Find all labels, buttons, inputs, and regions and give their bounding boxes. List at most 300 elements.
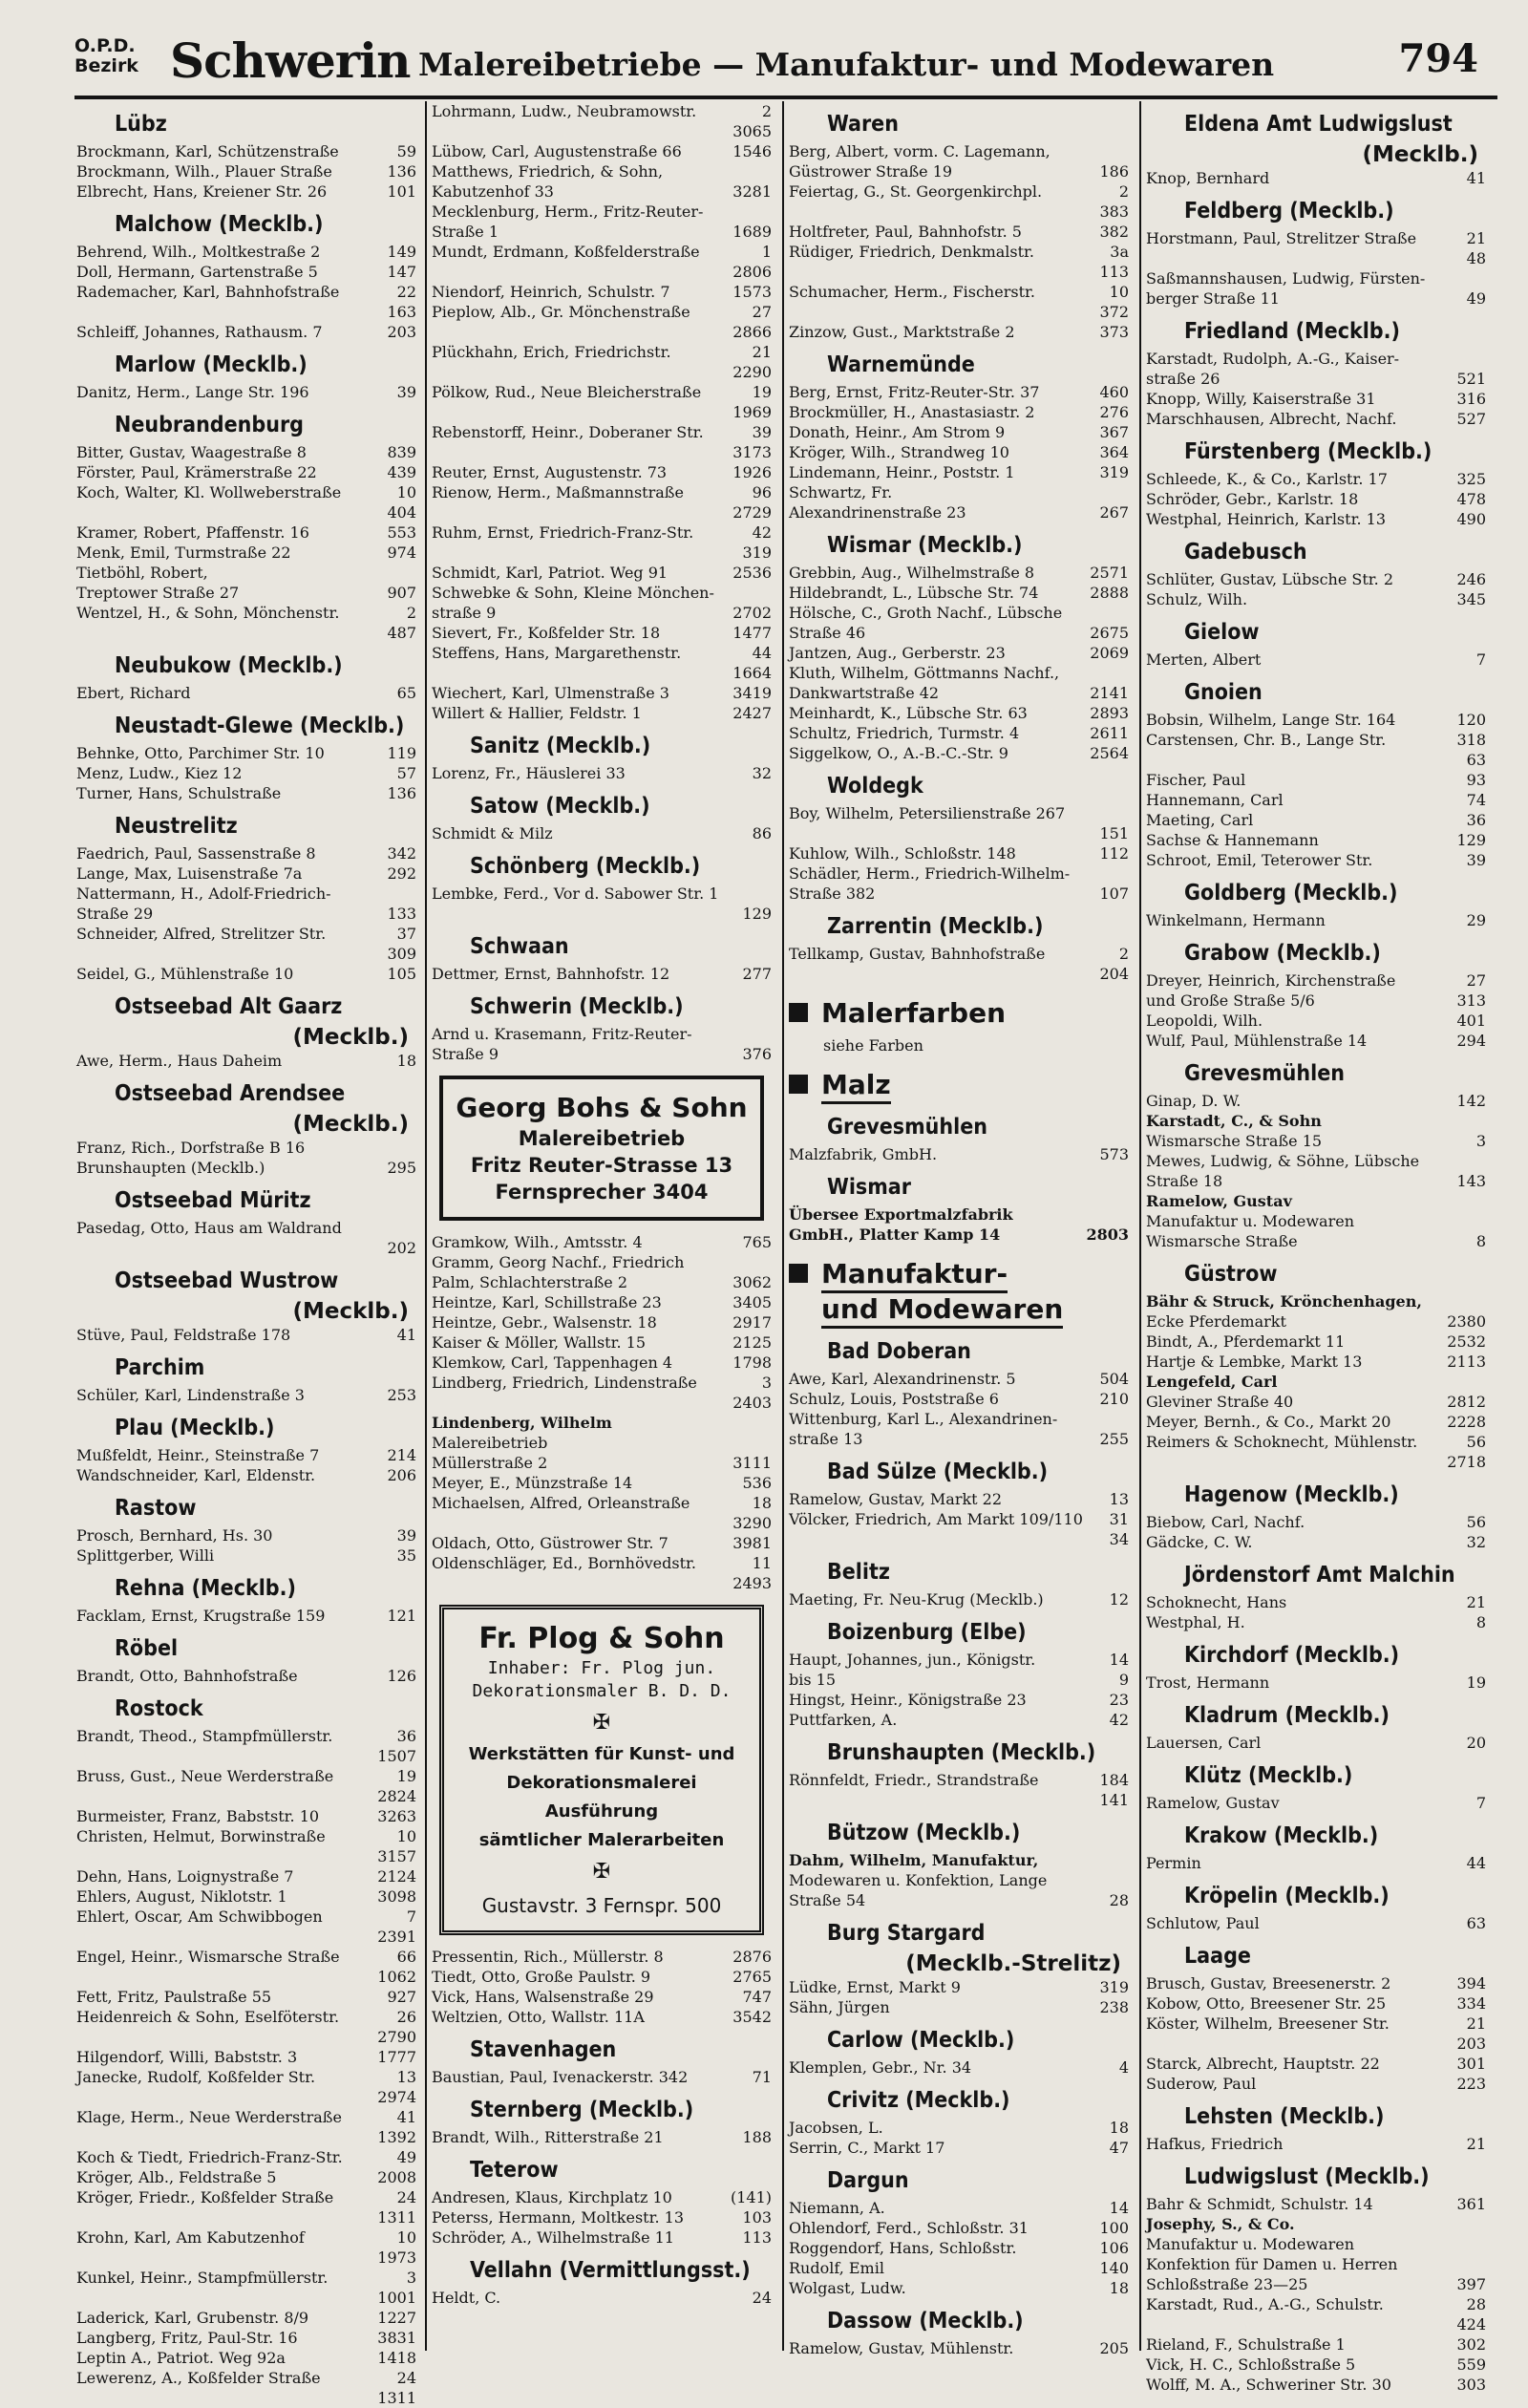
listing-entry	[789, 683, 1129, 703]
listing-entry	[1146, 2014, 1486, 2034]
phone-number: 1546	[732, 142, 772, 160]
listing-entry	[789, 1389, 1129, 1409]
phone-number: 1969	[732, 403, 772, 421]
listing-entry	[1146, 2034, 1486, 2054]
listing-entry	[432, 181, 772, 202]
listing-entry	[789, 964, 1129, 984]
listing-name: Fischer, Paul	[1146, 771, 1246, 789]
phone-number: 2790	[377, 2028, 416, 2046]
listing-entry	[76, 2388, 416, 2408]
phone-number: 28	[1466, 2295, 1486, 2313]
listing-entry	[789, 302, 1129, 322]
listing-entry	[76, 1866, 416, 1886]
phone-number: 7	[406, 1907, 416, 1926]
listing-name: Vick, H. C., Schloßstraße 5	[1146, 2355, 1356, 2374]
listing-entry	[432, 422, 772, 442]
listing-name: Ramelow, Gustav, Markt 22	[789, 1490, 1003, 1508]
listing-entry	[432, 2187, 772, 2207]
town-heading: Bad Sülze (Mecklb.)	[827, 1460, 1049, 1484]
listing-entry	[1146, 991, 1486, 1011]
listing-entry	[789, 563, 1129, 583]
listing-name: berger Straße 11	[1146, 289, 1280, 308]
phone-number: 8	[1475, 1232, 1486, 1250]
listing-name: Meinhardt, K., Lübsche Str. 63	[789, 704, 1028, 722]
listing-name: Zinzow, Gust., Marktstraße 2	[789, 323, 1015, 341]
phone-number: 295	[387, 1159, 416, 1177]
listing-entry	[1146, 2134, 1486, 2154]
phone-number: 3290	[732, 1514, 772, 1532]
phone-number: 206	[387, 1466, 416, 1484]
listing-entry	[432, 1332, 772, 1353]
phone-number: 907	[387, 584, 416, 602]
town-heading: Ostseebad Arendsee	[115, 1081, 346, 1106]
listing-entry	[76, 462, 416, 482]
town-heading: Burg Stargard	[827, 1921, 986, 1946]
phone-number: 106	[1099, 2239, 1129, 2257]
listing-name: Lindberg, Friedrich, Lindenstraße	[432, 1374, 697, 1392]
listing-name: Müllerstraße 2	[432, 1454, 548, 1472]
listing-entry	[1146, 1612, 1486, 1632]
phone-number: 19	[1466, 1673, 1486, 1692]
phone-number: 44	[1466, 1854, 1486, 1872]
listing-name: Lindenberg, Wilhelm	[432, 1414, 612, 1432]
listing-entry	[76, 2268, 416, 2288]
listing-entry	[789, 1204, 1129, 1225]
listing-entry	[1146, 910, 1486, 930]
listing-name: Mundt, Erdmann, Koßfelderstraße	[432, 243, 700, 261]
town-heading: Bützow (Mecklb.)	[827, 1821, 1021, 1845]
phone-number: 313	[1456, 991, 1486, 1010]
listing-entry	[789, 422, 1129, 442]
listing-entry	[1146, 1993, 1486, 2014]
listing-entry	[1146, 2234, 1486, 2254]
phone-number: 105	[387, 965, 416, 983]
phone-number: 2866	[732, 323, 772, 341]
listing-name: Hingst, Heinr., Königstraße 23	[789, 1691, 1027, 1709]
phone-number: 32	[752, 764, 772, 782]
listing-name: Awe, Karl, Alexandrinenstr. 5	[789, 1370, 1016, 1388]
listing-entry	[1146, 1372, 1486, 1392]
town-heading: Crivitz (Mecklb.)	[827, 2088, 1010, 2113]
town-heading: Satow (Mecklb.)	[470, 794, 650, 819]
listing-name: Maeting, Fr. Neu-Krug (Mecklb.)	[789, 1590, 1044, 1609]
listing-name: Schröder, Gebr., Karlstr. 18	[1146, 490, 1359, 508]
phone-number: 839	[387, 443, 416, 461]
listing-entry	[76, 1987, 416, 2007]
category-malz: Malz	[789, 1069, 1129, 1104]
listing-entry	[76, 944, 416, 964]
town-heading: Grabow (Mecklb.)	[1184, 941, 1381, 966]
listing-name: Prosch, Bernhard, Hs. 30	[76, 1526, 273, 1545]
phone-number: 318	[1456, 731, 1486, 749]
listing-entry	[789, 262, 1129, 282]
phone-number: 136	[387, 784, 416, 802]
listing-name: Brandt, Otto, Bahnhofstraße	[76, 1667, 298, 1685]
listing-entry	[76, 1158, 416, 1178]
listing-name: Meyer, Bernh., & Co., Markt 20	[1146, 1413, 1391, 1431]
phone-number: 553	[387, 523, 416, 542]
listing-name: Starck, Albrecht, Hauptstr. 22	[1146, 2055, 1380, 2073]
listing-name: Boy, Wilhelm, Petersilienstraße 267	[789, 804, 1066, 822]
listing-entry	[789, 402, 1129, 422]
listing-entry	[76, 2308, 416, 2328]
listing-name: Westphal, Heinrich, Karlstr. 13	[1146, 510, 1386, 528]
phone-number: 143	[1456, 1172, 1486, 1190]
listing-name: Bindt, A., Pferdemarkt 11	[1146, 1332, 1346, 1351]
listing-name: straße 26	[1146, 370, 1220, 388]
phone-number: 57	[396, 764, 416, 782]
listing-name: Leptin A., Patriot. Weg 92a	[76, 2349, 286, 2367]
listing-name: Ramelow, Gustav, Mühlenstr.	[789, 2339, 1014, 2357]
ad-company: Georg Bohs & Sohn	[456, 1092, 748, 1123]
square-bullet-icon	[789, 1075, 808, 1094]
listing-name: Jantzen, Aug., Gerberstr. 23	[789, 644, 1006, 662]
phone-number: 21	[1466, 1593, 1486, 1611]
listing-name: Rieland, F., Schulstraße 1	[1146, 2335, 1346, 2354]
listing-entry	[432, 322, 772, 342]
town-heading: Güstrow	[1184, 1262, 1278, 1287]
listing-entry	[789, 603, 1129, 623]
phone-number: 325	[1456, 470, 1486, 488]
listing-name: Saßmannshausen, Ludwig, Fürsten-	[1146, 269, 1426, 288]
town-heading: Gielow	[1184, 620, 1260, 645]
listing-entry	[789, 222, 1129, 242]
listing-name: Dehn, Hans, Loignystraße 7	[76, 1867, 294, 1886]
listing-entry	[76, 282, 416, 302]
listing-name: Wentzel, H., & Sohn, Mönchenstr.	[76, 604, 340, 622]
phone-number: 18	[1109, 2279, 1129, 2297]
listing-name: Winkelmann, Hermann	[1146, 911, 1326, 929]
listing-name: Doll, Hermann, Gartenstraße 5	[76, 263, 318, 281]
listing-entry	[432, 2067, 772, 2087]
listing-entry	[432, 1312, 772, 1332]
listing-name: Pieplow, Alb., Gr. Mönchenstraße	[432, 303, 690, 321]
listing-entry	[1146, 1673, 1486, 1693]
phone-number: 2493	[732, 1574, 772, 1592]
phone-number: 376	[742, 1045, 772, 1063]
category-malerfarben: Malerfarben	[789, 997, 1129, 1030]
phone-number: 93	[1466, 771, 1486, 789]
phone-number: 424	[1456, 2315, 1486, 2333]
listing-name: Westphal, H.	[1146, 1613, 1245, 1631]
listing-entry	[1146, 1412, 1486, 1432]
listing-name: Kunkel, Heinr., Stampfmüllerstr.	[76, 2269, 329, 2287]
listing-name: bis 15	[789, 1671, 837, 1689]
town-heading: Plau (Mecklb.)	[115, 1416, 275, 1440]
town-heading: Kröpelin (Mecklb.)	[1184, 1884, 1390, 1908]
phone-number: 119	[387, 744, 416, 762]
listing-name: Konfektion für Damen u. Herren	[1146, 2255, 1398, 2273]
listing-name: Rüdiger, Friedrich, Denkmalstr.	[789, 243, 1035, 261]
phone-number: 112	[1099, 844, 1129, 863]
phone-number: 2	[1118, 182, 1129, 201]
listing-entry	[76, 2167, 416, 2187]
listing-entry	[789, 1589, 1129, 1609]
listing-name: Reuter, Ernst, Augustenstr. 73	[432, 463, 668, 481]
town-heading: Dassow (Mecklb.)	[827, 2309, 1024, 2333]
listing-entry	[1146, 2074, 1486, 2094]
listing-name: Bitter, Gustav, Waagestraße 8	[76, 443, 307, 461]
listing-entry	[76, 904, 416, 924]
listing-entry	[432, 141, 772, 161]
listing-entry	[76, 262, 416, 282]
phone-number: 401	[1456, 1012, 1486, 1030]
listing-name: Wismarsche Straße 15	[1146, 1132, 1323, 1150]
listing-entry	[432, 683, 772, 703]
phone-number: 1777	[377, 2048, 416, 2066]
town-heading: Zarrentin (Mecklb.)	[827, 914, 1044, 939]
listing-name: Klage, Herm., Neue Werderstraße	[76, 2108, 342, 2126]
listing-name: Horstmann, Paul, Strelitzer Straße	[1146, 229, 1417, 247]
listing-name: Schultz, Friedrich, Turmstr. 4	[789, 724, 1020, 742]
listing-entry	[1146, 1913, 1486, 1933]
listing-entry	[76, 1218, 416, 1238]
listing-name: Trost, Hermann	[1146, 1673, 1270, 1692]
listing-entry	[1146, 569, 1486, 589]
listing-entry	[432, 563, 772, 583]
phone-number: 203	[1456, 2035, 1486, 2053]
listing-entry	[76, 603, 416, 623]
phone-number: 37	[396, 925, 416, 943]
listing-name: Leopoldi, Wilh.	[1146, 1012, 1263, 1030]
listing-entry	[432, 763, 772, 783]
listing-name: Schulz, Wilh.	[1146, 590, 1248, 608]
listing-entry	[789, 723, 1129, 743]
listing-name: Pölkow, Rud., Neue Bleicherstraße	[432, 383, 702, 401]
phone-number: 39	[752, 423, 772, 441]
listing-entry	[1146, 1452, 1486, 1472]
phone-number: 13	[396, 2068, 416, 2086]
listing-entry	[789, 181, 1129, 202]
listing-name: Ramelow, Gustav	[1146, 1192, 1292, 1210]
listing-entry	[789, 1489, 1129, 1509]
phone-number: 21	[1466, 229, 1486, 247]
listing-name: Karstadt, C., & Sohn	[1146, 1112, 1322, 1130]
listing-name: Kröger, Friedr., Koßfelder Straße	[76, 2188, 334, 2206]
phone-number: 487	[387, 624, 416, 642]
phone-number: 21	[752, 343, 772, 361]
phone-number: 1926	[732, 463, 772, 481]
listing-name: Sachse & Hannemann	[1146, 831, 1319, 849]
listing-name: Bobsin, Wilhelm, Lange Str. 164	[1146, 711, 1396, 729]
town-heading: Bad Doberan	[827, 1339, 971, 1364]
listing-entry	[789, 2057, 1129, 2078]
listing-entry	[1146, 850, 1486, 870]
listing-name: Maeting, Carl	[1146, 811, 1254, 829]
listing-name: Gramkow, Wilh., Amtsstr. 4	[432, 1233, 643, 1251]
listing-entry	[1146, 2375, 1486, 2395]
phone-number: 103	[742, 2208, 772, 2227]
town-heading: Schwaan	[470, 934, 569, 959]
listing-name: Mecklenburg, Herm., Fritz-Reuter-	[432, 202, 704, 221]
phone-number: 151	[1099, 824, 1129, 842]
phone-number: 383	[1099, 202, 1129, 221]
phone-number: 20	[1466, 1734, 1486, 1752]
listing-entry	[789, 1409, 1129, 1429]
phone-number: 1311	[377, 2208, 416, 2227]
listing-entry	[432, 623, 772, 643]
ad-line: Dekorationsmalerei	[506, 1773, 697, 1793]
listing-entry	[432, 462, 772, 482]
listing-name: Schröder, A., Wilhelmstraße 11	[432, 2228, 674, 2247]
listing-entry	[1146, 1231, 1486, 1251]
listing-entry	[789, 663, 1129, 683]
listing-name: Roggendorf, Hans, Schloßstr.	[789, 2239, 1017, 2257]
listing-name: Menk, Emil, Turmstraße 22	[76, 543, 291, 562]
listing-entry	[1146, 248, 1486, 268]
listing-name: Straße 9	[432, 1045, 499, 1063]
phone-number: 2124	[377, 1867, 416, 1886]
listing-entry	[789, 161, 1129, 181]
town-heading: Ostseebad Alt Gaarz	[115, 994, 343, 1019]
listing-entry	[432, 583, 772, 603]
phone-number: 372	[1099, 303, 1129, 321]
phone-number: 186	[1099, 162, 1129, 181]
phone-number: 2611	[1090, 724, 1129, 742]
phone-number: 3a	[1110, 243, 1129, 261]
phone-number: 48	[1466, 249, 1486, 267]
listing-name: Dankwartstraße 42	[789, 684, 940, 702]
phone-number: 2812	[1447, 1393, 1486, 1411]
listing-entry	[1146, 810, 1486, 830]
listing-entry	[1146, 1853, 1486, 1873]
phone-number: (141)	[730, 2188, 772, 2206]
listing-entry	[789, 2258, 1129, 2278]
listing-entry	[432, 482, 772, 502]
phone-number: 18	[752, 1494, 772, 1512]
phone-number: 10	[1109, 283, 1129, 301]
phone-number: 24	[752, 2289, 772, 2307]
phone-number: 24	[396, 2369, 416, 2387]
phone-number: 2403	[732, 1394, 772, 1412]
listing-name: Karstadt, Rud., A.-G., Schulstr.	[1146, 2295, 1384, 2313]
phone-number: 42	[752, 523, 772, 542]
phone-number: 71	[752, 2068, 772, 2086]
listing-name: Wismarsche Straße	[1146, 1232, 1298, 1250]
phone-number: 56	[1466, 1513, 1486, 1531]
listing-name: Lübow, Carl, Augustenstraße 66	[432, 142, 682, 160]
phone-number: 301	[1456, 2055, 1486, 2073]
phone-number: 2917	[732, 1313, 772, 1332]
listing-name: Berg, Albert, vorm. C. Lagemann,	[789, 142, 1050, 160]
listing-entry	[76, 1766, 416, 1786]
phone-number: 302	[1456, 2335, 1486, 2354]
listing-name: Schmidt, Karl, Patriot. Weg 91	[432, 564, 668, 582]
listing-entry	[789, 823, 1129, 843]
phone-number: 303	[1456, 2376, 1486, 2394]
listing-entry	[76, 843, 416, 863]
town-heading: Jördenstorf Amt Malchin	[1184, 1563, 1455, 1588]
listing-entry	[789, 482, 1129, 502]
phone-number: 3	[761, 1374, 772, 1392]
town-heading: Friedland (Mecklb.)	[1184, 319, 1400, 344]
town-heading: Neustadt-Glewe (Mecklb.)	[115, 714, 405, 738]
listing-name: Straße 29	[76, 905, 154, 923]
listing-entry	[76, 2348, 416, 2368]
listing-name: Gleviner Straße 40	[1146, 1393, 1294, 1411]
listing-name: Awe, Herm., Haus Daheim	[76, 1052, 283, 1070]
listing-name: Koch & Tiedt, Friedrich-Franz-Str.	[76, 2148, 343, 2166]
town-heading: Krakow (Mecklb.)	[1184, 1823, 1379, 1848]
phone-number: 35	[396, 1546, 416, 1565]
phone-number: 277	[742, 965, 772, 983]
town-heading: Hagenow (Mecklb.)	[1184, 1482, 1399, 1507]
phone-number: 1311	[377, 2389, 416, 2407]
phone-number: 120	[1456, 711, 1486, 729]
listing-entry	[76, 1445, 416, 1465]
listing-entry	[1146, 1171, 1486, 1191]
listing-name: Wandschneider, Karl, Eldenstr.	[76, 1466, 316, 1484]
listing-entry	[76, 543, 416, 563]
listing-entry	[432, 101, 772, 121]
listing-entry	[1146, 2274, 1486, 2294]
listing-entry	[1146, 1352, 1486, 1372]
phone-number: 3	[406, 2269, 416, 2287]
listing-name: Suderow, Paul	[1146, 2075, 1257, 2093]
listing-name: Knop, Bernhard	[1146, 169, 1270, 187]
listing-name: Gädcke, C. W.	[1146, 1533, 1253, 1551]
listing-name: Schneider, Alfred, Strelitzer Str.	[76, 925, 327, 943]
listing-entry	[76, 863, 416, 884]
listing-entry	[432, 262, 772, 282]
listing-entry	[432, 1373, 772, 1393]
town-heading: Lehsten (Mecklb.)	[1184, 2104, 1385, 2129]
listing-entry	[789, 502, 1129, 522]
listing-entry	[76, 1545, 416, 1566]
listing-name: Nattermann, H., Adolf-Friedrich-	[76, 884, 331, 903]
listing-entry	[76, 522, 416, 543]
listing-entry	[1146, 1733, 1486, 1753]
phone-number: 1973	[377, 2248, 416, 2267]
listing-entry	[76, 2328, 416, 2348]
listing-entry	[432, 282, 772, 302]
section-title: Malereibetriebe — Manufaktur- und Modewaren	[418, 46, 1275, 83]
phone-number: 397	[1456, 2275, 1486, 2293]
town-heading: Gadebusch	[1184, 540, 1307, 565]
listing-name: Schlutow, Paul	[1146, 1914, 1260, 1932]
listing-entry	[76, 382, 416, 402]
listing-name: Josephy, S., & Co.	[1146, 2215, 1295, 2233]
listing-name: Hilgendorf, Willi, Babststr. 3	[76, 2048, 298, 2066]
phone-number: 2391	[377, 1928, 416, 1946]
phone-number: 34	[1109, 1530, 1129, 1548]
listing-entry	[1146, 1973, 1486, 1993]
phone-number: 2	[406, 604, 416, 622]
listing-entry	[789, 2118, 1129, 2138]
town-heading: Neubrandenburg	[115, 413, 304, 437]
listing-entry	[76, 2047, 416, 2067]
listing-entry	[1146, 288, 1486, 309]
phone-number: 205	[1099, 2339, 1129, 2357]
ad-company: Fr. Plog & Sohn	[478, 1622, 725, 1655]
listing-entry	[432, 1433, 772, 1453]
phone-number: 238	[1099, 1998, 1129, 2016]
listing-entry	[1146, 2214, 1486, 2234]
listing-entry	[789, 282, 1129, 302]
ad-line: Ausführung	[544, 1801, 659, 1822]
listing-name: Danitz, Herm., Lange Str. 196	[76, 383, 309, 401]
listing-name: Vick, Hans, Walsenstraße 29	[432, 1988, 654, 2006]
town-heading: Laage	[1184, 1944, 1251, 1969]
listing-name: Hafkus, Friedrich	[1146, 2135, 1284, 2153]
phone-number: 460	[1099, 383, 1129, 401]
phone-number: 2806	[732, 263, 772, 281]
town-heading-suffix: (Mecklb.)	[292, 1025, 409, 1050]
listing-entry	[76, 302, 416, 322]
listing-entry	[76, 1726, 416, 1746]
phone-number: 7	[1475, 650, 1486, 669]
listing-name: Bahr & Schmidt, Schulstr. 14	[1146, 2195, 1373, 2213]
